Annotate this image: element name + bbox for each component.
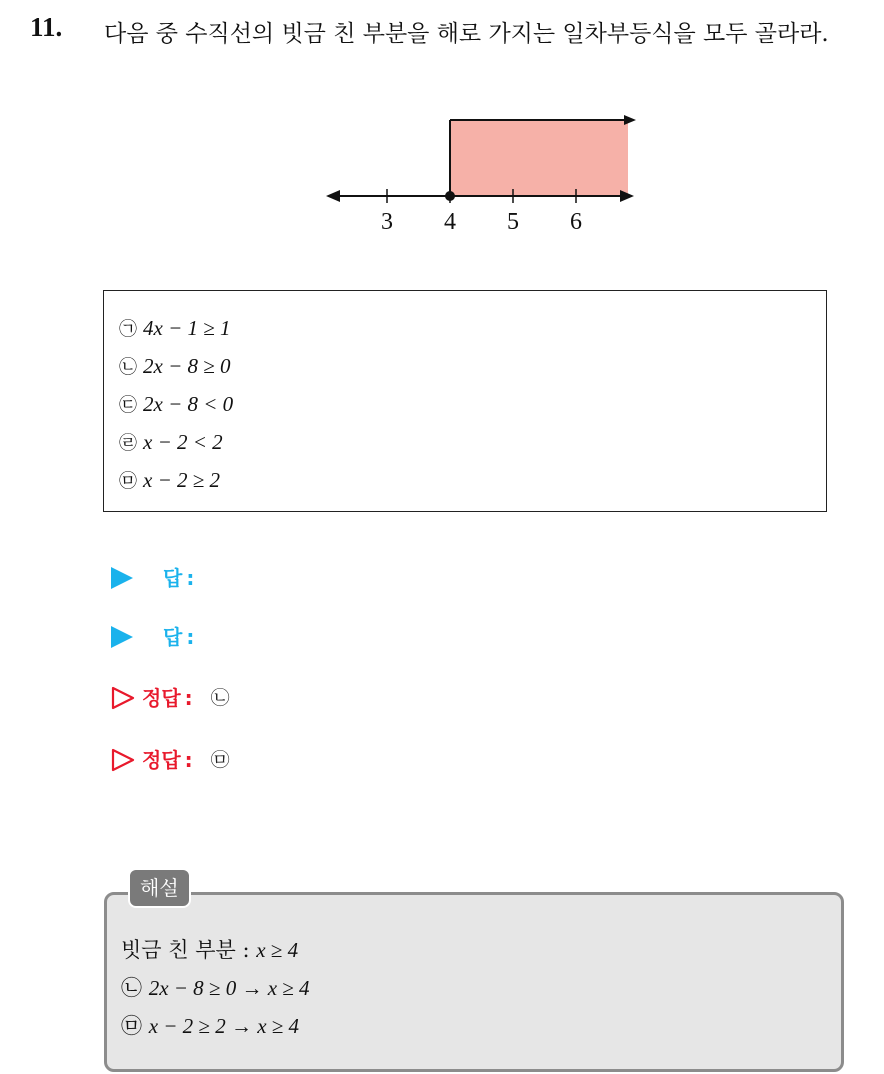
tick-label: 3 [381,209,393,235]
explanation-line [121,1007,310,1045]
correct-arrow-icon [110,685,136,711]
correct-answer-label: 정답 [142,748,181,772]
boundary-point-filled [445,191,455,201]
explanation-line [121,931,310,969]
explanation-math: x ≥ 4 [256,938,299,962]
answer-row-2 [110,622,394,652]
choice-item [119,347,233,385]
choice-expression: 2x − 8 < 0 [143,392,234,416]
explanation-math: x − 2 ≥ 2 → x ≥ 4 [148,1014,300,1038]
question-text: 다음 중 수직선의 빗금 친 부분을 해로 가지는 일차부등식을 모두 골라라. [104,21,829,47]
correct-answer-value: ㉤ [210,749,230,771]
choice-expression: x − 2 < 2 [143,430,223,454]
explanation-prefix: ㉤ [121,1014,149,1038]
choice-expression: 4x − 1 ≥ 1 [143,316,231,340]
correct-answer-colon: : [184,748,193,772]
answer-colon: : [186,566,195,590]
solution-shaded-region [450,120,628,196]
answer-label: 답 [163,625,183,649]
choice-list [119,309,233,499]
choice-item [119,461,233,499]
choice-box [103,290,827,512]
answer-colon: : [186,625,195,649]
tick-label: 5 [507,209,519,235]
explanation-prefix: ㉡ [121,976,149,1000]
correct-answer-label: 정답 [142,686,181,710]
correct-answer-colon: : [184,686,193,710]
tick-label: 6 [570,209,582,235]
explanation-title-tab: 해설 [128,868,191,908]
answer-arrow-icon [111,567,133,589]
explanation-prefix: 빗금 친 부분 : [121,938,257,962]
explanation-lines [121,931,310,1045]
question-number: 11. [30,12,63,42]
answer-arrow-icon [111,626,133,648]
correct-arrow-icon [110,747,136,773]
choice-marker: ㉢ [119,395,137,416]
answer-label: 답 [163,566,183,590]
choice-marker: ㉤ [119,471,137,492]
choice-marker: ㉣ [119,433,137,454]
choice-item [119,309,233,347]
explanation-line [121,969,310,1007]
choice-marker: ㉡ [119,357,137,378]
answer-input[interactable] [194,565,394,591]
axis-left-arrowhead [326,190,340,202]
correct-answer-row-1 [110,683,230,713]
explanation-math: 2x − 8 ≥ 0 → x ≥ 4 [148,976,310,1000]
choice-item [119,423,233,461]
tick-label: 4 [444,209,456,235]
choice-expression: x − 2 ≥ 2 [143,468,221,492]
correct-answer-row-2 [110,745,230,775]
answer-input[interactable] [194,624,394,650]
answer-row-1 [110,563,394,593]
number-line-figure [318,108,648,238]
choice-marker: ㉠ [119,319,137,340]
explanation-box [104,892,844,1072]
choice-expression: 2x − 8 ≥ 0 [143,354,231,378]
choice-item [119,385,233,423]
correct-answer-value: ㉡ [210,687,230,709]
solution-ray-arrowhead [624,115,636,125]
